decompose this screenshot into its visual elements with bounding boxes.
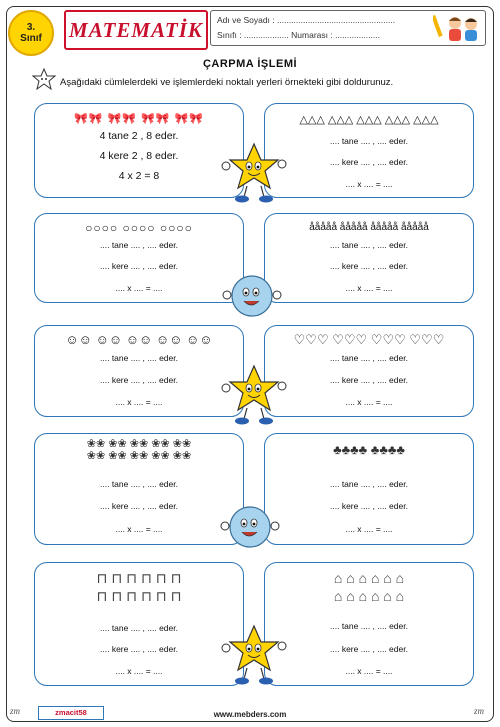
kids-illustration-icon <box>433 13 481 43</box>
kere-blank[interactable]: .... kere .... , .... eder. <box>100 644 178 654</box>
kere-blank[interactable]: .... kere .... , .... eder. <box>330 501 408 511</box>
circle-group: ○○○○ ○○○○ ○○○○ <box>85 221 193 235</box>
circles-box <box>34 213 244 303</box>
leaves-box <box>264 433 474 545</box>
tane-blank[interactable]: .... tane .... , .... eder. <box>100 479 178 489</box>
triangle-group: △△△ △△△ △△△ △△△ △△△ <box>299 114 439 126</box>
bow-group: 🎀🎀 🎀🎀 🎀🎀 🎀🎀 <box>74 113 204 125</box>
equation-blank[interactable]: .... x .... = .... <box>115 666 163 676</box>
triangles-box <box>264 103 474 198</box>
tane-blank[interactable]: .... tane .... , .... eder. <box>100 623 178 633</box>
worksheet-heading: ÇARPMA İŞLEMİ <box>202 58 298 70</box>
instructions: Aşağıdaki cümlelerdeki ve işlemlerdeki noktalı yerleri örnekteki gibi doldurunuz. <box>60 77 394 88</box>
student-info-box <box>210 10 486 46</box>
kere-blank[interactable]: .... kere .... , .... eder. <box>330 261 408 271</box>
tane-blank[interactable]: .... tane .... , .... eder. <box>100 240 178 250</box>
flower-group-top: ❀❀ ❀❀ ❀❀ ❀❀ ❀❀ <box>86 438 192 450</box>
kere-blank[interactable]: .... kere .... , .... eder. <box>100 375 178 385</box>
mitten-group-bottom: ⊓ ⊓ ⊓ ⊓ ⊓ ⊓ <box>96 588 182 604</box>
example-line-equation: 4 x 2 = 8 <box>118 170 160 182</box>
equation-blank[interactable]: .... x .... = .... <box>115 283 163 293</box>
equation-blank[interactable]: .... x .... = .... <box>345 666 393 676</box>
grade-badge <box>8 10 54 56</box>
bottles-box <box>264 213 474 303</box>
smiley-group: ☺☺ ☺☺ ☺☺ ☺☺ ☺☺ <box>65 332 213 347</box>
grade-number: 3. <box>26 22 36 33</box>
name-line: Adı ve Soyadı : .................................................. <box>217 15 396 25</box>
flower-group-bottom: ❀❀ ❀❀ ❀❀ ❀❀ ❀❀ <box>86 450 192 462</box>
star-mascot-icon <box>220 364 292 426</box>
moon-mascot-icon <box>220 273 284 321</box>
smileys-box <box>34 325 244 417</box>
flowers-box <box>34 433 244 545</box>
heart-group: ♡♡♡ ♡♡♡ ♡♡♡ ♡♡♡ <box>293 332 445 347</box>
tane-blank[interactable]: .... tane .... , .... eder. <box>330 240 408 250</box>
author-badge: zmacit58 <box>38 706 104 720</box>
star-face-icon <box>32 68 56 90</box>
hearts-box <box>264 325 474 417</box>
example-line-tane: 4 tane 2 , 8 eder. <box>99 130 179 142</box>
corner-mark-left: zm <box>10 706 21 716</box>
hats-box <box>264 562 474 686</box>
equation-blank[interactable]: .... x .... = .... <box>115 524 163 534</box>
star-mascot-icon <box>220 624 292 686</box>
kere-blank[interactable]: .... kere .... , .... eder. <box>330 375 408 385</box>
bottle-group: ååååå ååååå ååååå ååååå <box>309 222 429 233</box>
kere-blank[interactable]: .... kere .... , .... eder. <box>330 644 408 654</box>
grade-word: Sınıf <box>20 33 42 44</box>
mitten-group-top: ⊓ ⊓ ⊓ ⊓ ⊓ ⊓ <box>96 570 182 586</box>
equation-blank[interactable]: .... x .... = .... <box>345 397 393 407</box>
site-url: www.mebders.com <box>213 710 287 719</box>
equation-blank[interactable]: .... x .... = .... <box>115 397 163 407</box>
example-line-kere: 4 kere 2 , 8 eder. <box>99 150 179 162</box>
corner-mark-right: zm <box>474 706 485 716</box>
tane-blank[interactable]: .... tane .... , .... eder. <box>330 479 408 489</box>
example-box <box>34 103 244 198</box>
subject-title: MATEMATİK <box>64 10 208 50</box>
class-number-line: Sınıfı : ................... Numarası : ................... <box>217 30 380 40</box>
hat-group-bottom: ⌂ ⌂ ⌂ ⌂ ⌂ ⌂ <box>333 588 405 604</box>
tane-blank[interactable]: .... tane .... , .... eder. <box>100 353 178 363</box>
equation-blank[interactable]: .... x .... = .... <box>345 524 393 534</box>
equation-blank[interactable]: .... x .... = .... <box>345 283 393 293</box>
tane-blank[interactable]: .... tane .... , .... eder. <box>330 136 408 146</box>
moon-mascot-icon <box>218 504 282 552</box>
kere-blank[interactable]: .... kere .... , .... eder. <box>100 261 178 271</box>
tane-blank[interactable]: .... tane .... , .... eder. <box>330 353 408 363</box>
equation-blank[interactable]: .... x .... = .... <box>345 179 393 189</box>
kere-blank[interactable]: .... kere .... , .... eder. <box>330 157 408 167</box>
leaf-group: ♣♣♣♣ ♣♣♣♣ <box>333 442 405 457</box>
kere-blank[interactable]: .... kere .... , .... eder. <box>100 501 178 511</box>
tane-blank[interactable]: .... tane .... , .... eder. <box>330 621 408 631</box>
hat-group-top: ⌂ ⌂ ⌂ ⌂ ⌂ ⌂ <box>333 570 405 586</box>
star-mascot-icon <box>220 142 292 204</box>
mittens-box <box>34 562 244 686</box>
